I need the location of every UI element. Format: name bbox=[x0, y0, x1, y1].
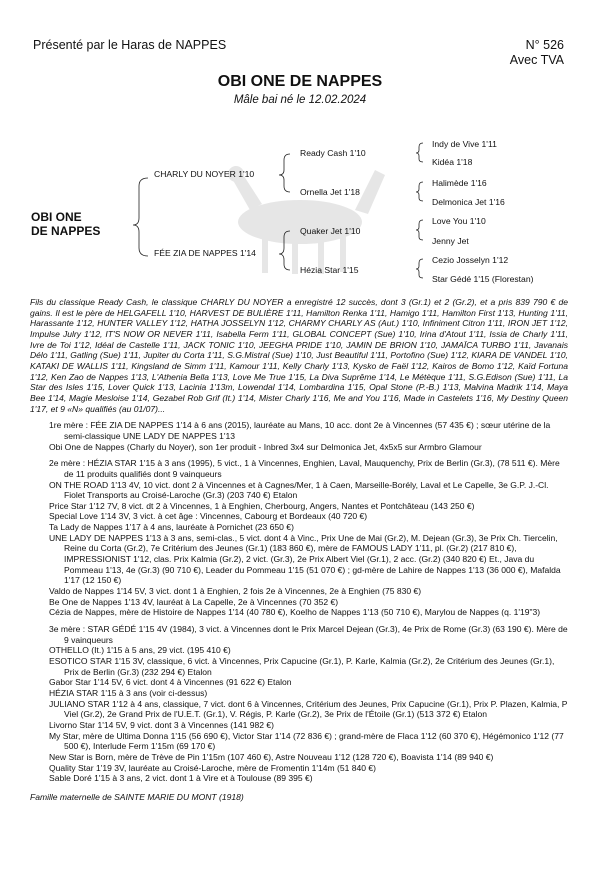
pedigree-dam: FÉE ZIA DE NAPPES 1'14 bbox=[154, 248, 256, 258]
pedigree-gg-6: Jenny Jet bbox=[432, 236, 469, 246]
presenter-text: Présenté par le Haras de NAPPES bbox=[33, 38, 227, 52]
horse-name: OBI ONE DE NAPPES bbox=[217, 73, 383, 90]
third-dam-product: Quality Star 1'19 3V, lauréate au Croisé-Laroche, mère de Fromentin 1'14m (51 840 €) bbox=[49, 762, 376, 773]
second-dam-product: Ta Lady de Nappes 1'17 à 4 ans, lauréate à Pornichet (23 650 €) bbox=[49, 522, 294, 533]
second-dam-product: Special Love 1'14 3V, 3 vict. à cet âge : Vincennes, Cabourg et Bordeaux (40 720 €) bbox=[49, 511, 368, 522]
first-dam-line: 1re mère : FÉE ZIA DE NAPPES 1'14 à 6 ans (2015), lauréate au Mans, 10 acc. dont 2e à Vincennes (57 435 €) ; sœur utérine de la semi-classique UNE LADY DE NAPPES 1'13 bbox=[49, 420, 551, 441]
pedigree-text bbox=[30, 297, 568, 803]
pedigree-gg-8: Star Gédé 1'15 (Florestan) bbox=[432, 274, 534, 284]
second-dam-product: ON THE ROAD 1'13 4V, 10 vict. dont 2 à Vincennes et à Cagnes/Mer, 1 à Caen, Marseille-Borély, Laval et Le Capelle, 3e G.P. J.-Cl. Fiolet Transports au Croisé-Laroche (Gr.3) (203 740 €) Etalon bbox=[49, 479, 549, 501]
pedigree-sire-dam: Ornella Jet 1'18 bbox=[300, 187, 360, 197]
third-dam-product: Gabor Star 1'14 5V, 6 vict. dont 4 à Vincennes (91 622 €) Etalon bbox=[49, 677, 292, 688]
pedigree-gg-1: Indy de Vive 1'11 bbox=[432, 139, 497, 149]
tva-label: Avec TVA bbox=[509, 53, 564, 67]
third-dam-product: Sable Doré 1'15 à 3 ans, 2 vict. dont 1 à Vire et à Toulouse (89 395 €) bbox=[49, 773, 313, 784]
pedigree-dam-sire: Quaker Jet 1'10 bbox=[300, 226, 361, 236]
third-dam-product: HÉZIA STAR 1'15 à 3 ans (voir ci-dessus) bbox=[49, 687, 208, 698]
third-dam-product: OTHELLO (It.) 1'15 à 5 ans, 29 vict. (195 410 €) bbox=[49, 645, 231, 656]
third-dam-product: My Star, mère de Ultima Donna 1'15 (56 690 €), Victor Star 1'14 (72 836 €) ; grand-mère de Flaca 1'12 (60 370 €), Hégémonico 1'12 (77 500 €), Interlude Ferm 1'15m (69 170 €) bbox=[49, 730, 564, 752]
first-dam-section bbox=[30, 420, 568, 452]
lot-number: N° 526 bbox=[525, 38, 564, 52]
pedigree-gg-5: Love You 1'10 bbox=[432, 216, 486, 226]
second-dam-product: Price Star 1'12 7V, 8 vict. dt 2 à Vincennes, 1 à Enghien, Cherbourg, Angers, Nantes et Pontchâteau (143 250 €) bbox=[49, 500, 475, 511]
pedigree-gg-7: Cezio Josselyn 1'12 bbox=[432, 255, 509, 265]
horse-subtitle: Mâle bai né le 12.02.2024 bbox=[233, 94, 367, 106]
third-dam-product: ESOTICO STAR 1'15 3V, classique, 6 vict. à Vincennes, Prix Capucine (Gr.1), P. Karle, Kalmia (Gr.2), 2e Critérium des Jeunes (Gr.1), Prix de Berlin (Gr.3) (232 294 €) Etalon bbox=[49, 656, 555, 677]
pedigree-chart bbox=[0, 130, 600, 290]
pedigree-dam-dam: Hézia Star 1'15 bbox=[300, 265, 359, 275]
second-dam-product: UNE LADY DE NAPPES 1'13 à 3 ans, semi-clas., 5 vict. dont 4 à Vinc., Prix Une de Mai (Gr.2), M. Dejean (Gr.3), 3e Prix Ch. Tiercelin, Reine du Corta (Gr.2), 7e Critérium des Jeunes (Gr.1) (183 860 €), mère de FAMOUS LADY 1'11, pl. (Gr.2) (217 810 €), IMPRESSIONIST 1'12, clas. Prix Kalmia (Gr.2), 2 vict. (Gr.3), 2e Prix Albert Viel (Gr.1), 2 acc. (Gr.2) (340 820 €) Et., Java du Pommeau 1'13, 4e (Gr.3) (90 710 €), Leader du Pommeau 1'15 (51 070 €) ; gd-mère de Lahire de Nappes 1'13 (36 000 €), Mafalda 1'17 (12 150 €) bbox=[49, 532, 561, 586]
pedigree-subject-line2: DE NAPPES bbox=[31, 224, 101, 238]
pedigree-gg-4: Delmonica Jet 1'16 bbox=[432, 197, 505, 207]
second-dam-product: Valdo de Nappes 1'14 5V, 3 vict. dont 1 à Enghien, 2 fois 2e à Vincennes, 2e à Enghien (75 830 €) bbox=[49, 586, 422, 597]
sire-intro: Fils du classique Ready Cash, le classique CHARLY DU NOYER a enregistré 12 succès, dont 3 (Gr.1) et 2 (Gr.2), et a pris 839 790 € de gains. Il est le père de HELGAFELL 1'10, HARVEST DE BULIÈRE 1'11, Hamilton Renka 1'11, Hamigo 1'11, Hamilton First 1'13, Hunting 1'11, Harassante 1'12, HUNTER VALLEY 1'12, HATHA JOSSELYN 1'12, CHARMY CHARLY AS (Aut.) 1'10, Infiniment Citron 1'11, IRON JET 1'12, Impulse Julry 1'12, IT'S NOW OR NEVER 1'11, Isabella Ferm 1'11, GLOBAL CONCEPT (Sue) 1'10, Irina d'Atout 1'11, Issia de Charly 1'11, Ivre de Toi 1'12, Idéal de Castelle 1'11, JACK TONIC 1'10, JEEGHA PRIDE 1'10, JAMIN DE BRION 1'10, JAMAÏCA TURBO 1'11, Javanais Délo 1'11, Gatling (Sue) 1'11, Jupiter du Corta 1'11, S.G.Mistral (Sue) 1'10, Just Beautiful 1'11, Portofino (Sue) 1'12, KIARA DE VANDEL 1'10, KATAKI DE WALLIS 1'11, Kingsland de Simm 1'11, Kamour 1'11, Kelly Charly 1'13, Kysko de Faël 1'12, Kairos de Bomo 1'12, Kaïd Fortuna 1'12, Ken Zao de Nappes 1'13, L'Athenia Bella 1'13, Love Me True 1'15, La Diva Suprême 1'14, Le Métèque 1'11, S.G.Edison (Sue) 1'11, La Star des Isles 1'15, Lover Quick 1'13, Lacinia 1'13m, Lowendal 1'14, Lombardina 1'15, Opal Stone (P.-B.) 1'13, Malvina Madrik 1'14, Maya Bee 1'14, Magie Mesloise 1'14, Gezabel Rob Grif (It.) 1'14, Mister Charly 1'16, Me and You 1'16, Made in Castelets 1'16, My Destiny Queen 1'17, et 9 «N» qualifiés (au 01/07)... bbox=[30, 297, 568, 414]
second-dam-product: Be One de Nappes 1'13 4V, lauréat à La Capelle, 2e à Vincennes (70 352 €) bbox=[49, 596, 339, 607]
third-dam-line: 3e mère : STAR GÉDÉ 1'15 4V (1984), 3 vict. à Vincennes dont le Prix Marcel Dejean (Gr.3), 4e Prix de Rome (Gr.3) (63 190 €). Mère de 9 vainqueurs bbox=[49, 624, 568, 645]
pedigree-gg-3: Halimède 1'16 bbox=[432, 178, 487, 188]
second-dam-section bbox=[30, 458, 568, 618]
second-dam-line: 2e mère : HÉZIA STAR 1'15 à 3 ans (1995), 5 vict., 1 à Vincennes, Enghien, Laval, Mauquenchy, Prix de Berlin (Gr.3), (78 511 €). Mère de 11 produits qualifiés dont 9 vainqueurs bbox=[49, 458, 560, 479]
second-dam-product: Cézia de Nappes, mère de Histoire de Nappes 1'14 (40 780 €), Koelho de Nappes 1'13 (50 710 €), Marylou de Nappes (q. 1'19"3) bbox=[49, 607, 541, 618]
third-dam-product: Livorno Star 1'14 5V, 9 vict. dont 3 à Vincennes (141 982 €) bbox=[49, 719, 274, 730]
third-dam-product: JULIANO STAR 1'12 à 4 ans, classique, 7 vict. dont 6 à Vincennes, Critérium des Jeunes, Prix Capucine (Gr.1), Prix P. Plazen, Kalmia, P Viel (Gr.2), 2e Grand Prix de l'U.E.T. (Gr.1), V. Régis, P. Karle (Gr.2), 3e Prix de l'Étoile (Gr.1) (513 372 €) Etalon bbox=[49, 698, 568, 720]
first-dam-product: Obi One de Nappes (Charly du Noyer), son 1er produit - Inbred 3x4 sur Delmonica Jet, 4x5x5 sur Armbro Glamour bbox=[49, 441, 482, 452]
pedigree-subject-line1: OBI ONE bbox=[31, 210, 82, 224]
pedigree-gg-2: Kidéa 1'18 bbox=[432, 157, 473, 167]
pedigree-sire: CHARLY DU NOYER 1'10 bbox=[154, 169, 255, 179]
third-dam-product: New Star is Born, mère de Trève de Pin 1'15m (107 460 €), Astre Nouveau 1'12 (128 720 €), Boavista 1'14 (89 940 €) bbox=[49, 751, 494, 762]
third-dam-section bbox=[30, 624, 568, 784]
pedigree-sire-sire: Ready Cash 1'10 bbox=[300, 148, 366, 158]
maternal-family: Famille maternelle de SAINTE MARIE DU MONT (1918) bbox=[30, 791, 244, 802]
